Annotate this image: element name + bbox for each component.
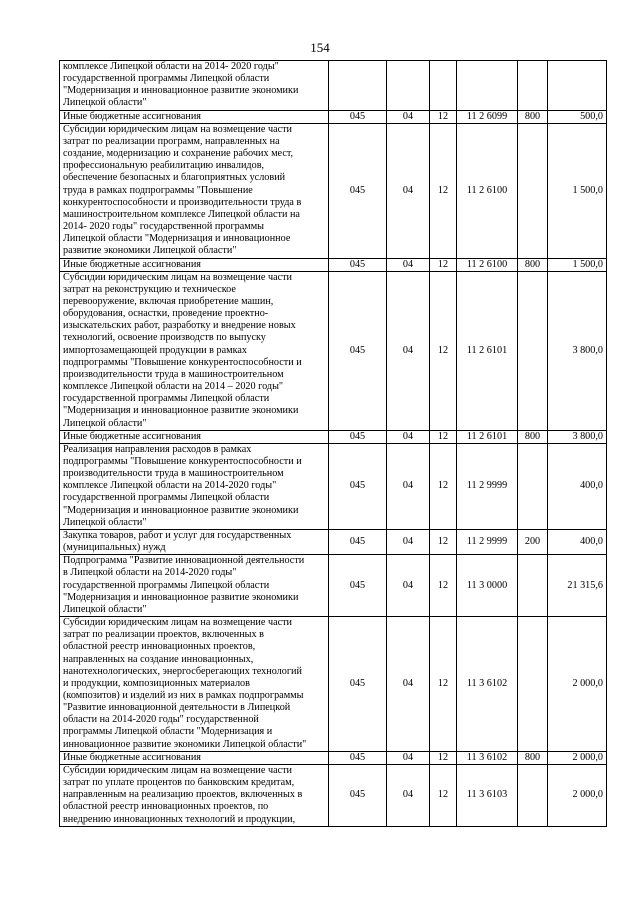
table-row [60, 443, 607, 529]
table-row [60, 430, 607, 443]
item-name-line: области на 2014-2020 годы" государственной [63, 714, 259, 726]
item-name-line: затрат по реализации проектов, включенных в [63, 629, 264, 641]
table-row [60, 617, 607, 752]
amount-cell: 2 000,0 [548, 617, 607, 752]
item-name-line: областной реестр инновационных проектов, по [63, 801, 269, 813]
expense-type-cell: 200 [518, 529, 548, 554]
item-name-line: Реализация направления расходов в рамках [63, 443, 252, 455]
expense-type-cell: 800 [518, 110, 548, 123]
item-name-line: конкурентоспособности и производительности труда в [63, 196, 302, 208]
item-name-line: Липецкой области" [63, 97, 147, 109]
item-name-line: затрат на реконструкцию и техническое [63, 283, 236, 295]
item-name-line: "Развитие инновационной деятельности в Липецкой [63, 702, 291, 714]
expense-type-cell [518, 555, 548, 617]
item-name-line: Иные бюджетные ассигнования [63, 751, 201, 763]
item-name-line: Липецкой области" [63, 603, 147, 615]
item-name-line: государственной программы Липецкой области [63, 73, 270, 85]
section-code-cell [387, 61, 430, 111]
target-article-cell: 11 3 6103 [457, 764, 518, 826]
item-name-cell [60, 430, 329, 443]
section-code-cell: 04 [387, 764, 430, 826]
target-article-cell: 11 2 9999 [457, 529, 518, 554]
item-name-line: Липецкой области "Модернизация и инновационное [63, 233, 291, 245]
section-code-cell: 04 [387, 271, 430, 430]
expense-type-cell: 800 [518, 258, 548, 271]
item-name-line: 2014- 2020 годы" государственной программы [63, 221, 265, 233]
ministry-code-cell: 045 [329, 258, 387, 271]
table-row [60, 61, 607, 111]
item-name-line: "Модернизация и инновационное развитие экономики [63, 85, 299, 97]
amount-cell: 2 000,0 [548, 751, 607, 764]
item-name-line: изыскательских работ, разработку и внедрение новых [63, 320, 296, 332]
subsection-code-cell: 12 [430, 764, 457, 826]
expense-type-cell: 800 [518, 430, 548, 443]
item-name-line: Субсидии юридическим лицам на возмещение части [63, 764, 293, 776]
item-name-line: "Модернизация и инновационное развитие экономики [63, 405, 299, 417]
subsection-code-cell: 12 [430, 110, 457, 123]
target-article-cell: 11 2 6101 [457, 430, 518, 443]
item-name-line: комплексе Липецкой области на 2014-2020 годы" [63, 480, 277, 492]
item-name-line: Субсидии юридическим лицам на возмещение части [63, 617, 293, 629]
expense-type-cell [518, 61, 548, 111]
ministry-code-cell: 045 [329, 751, 387, 764]
item-name-cell [60, 61, 329, 111]
item-name-line: Закупка товаров, работ и услуг для государственных [63, 529, 292, 541]
expense-type-cell [518, 271, 548, 430]
expense-type-cell [518, 764, 548, 826]
item-name-line: машиностроительном комплексе Липецкой области на [63, 208, 300, 220]
item-name-line: Иные бюджетные ассигнования [63, 430, 201, 442]
section-code-cell: 04 [387, 443, 430, 529]
item-name-line: Подпрограмма "Развитие инновационной деятельности [63, 555, 305, 567]
table-row [60, 271, 607, 430]
expense-type-cell [518, 123, 548, 258]
amount-cell: 3 800,0 [548, 430, 607, 443]
item-name-line: "Модернизация и инновационное развитие экономики [63, 504, 299, 516]
target-article-cell: 11 2 6099 [457, 110, 518, 123]
item-name-cell [60, 271, 329, 430]
target-article-cell: 11 2 6100 [457, 123, 518, 258]
item-name-line: внедрению инновационных технологий и продукции, [63, 813, 296, 825]
item-name-line: государственной программы Липецкой области [63, 579, 270, 591]
amount-cell [548, 61, 607, 111]
section-code-cell: 04 [387, 258, 430, 271]
table-row [60, 555, 607, 617]
ministry-code-cell: 045 [329, 110, 387, 123]
target-article-cell [457, 61, 518, 111]
target-article-cell: 11 2 6100 [457, 258, 518, 271]
expense-type-cell [518, 617, 548, 752]
section-code-cell: 04 [387, 751, 430, 764]
item-name-cell [60, 751, 329, 764]
item-name-line: "Модернизация и инновационное развитие экономики [63, 591, 299, 603]
item-name-line: направленным на реализацию проектов, включенных в [63, 789, 303, 801]
target-article-cell: 11 3 6102 [457, 751, 518, 764]
item-name-line: комплексе Липецкой области на 2014- 2020 годы" [63, 61, 279, 72]
section-code-cell: 04 [387, 110, 430, 123]
section-code-cell: 04 [387, 555, 430, 617]
subsection-code-cell [430, 61, 457, 111]
item-name-line: производительности труда в машиностроительном [63, 468, 284, 480]
table-row [60, 110, 607, 123]
item-name-line: Субсидии юридическим лицам на возмещение части [63, 123, 293, 135]
amount-cell: 500,0 [548, 110, 607, 123]
item-name-cell [60, 443, 329, 529]
item-name-line: (композитов) и изделий из них в рамках подпрограммы [63, 689, 304, 701]
amount-cell: 1 500,0 [548, 258, 607, 271]
item-name-line: государственной программы Липецкой области [63, 393, 270, 405]
item-name-line: создание, модернизацию и сохранение рабочих мест, [63, 148, 294, 160]
item-name-cell [60, 258, 329, 271]
amount-cell: 400,0 [548, 529, 607, 554]
subsection-code-cell: 12 [430, 555, 457, 617]
item-name-line: перевооружение, включая приобретение машин, [63, 295, 274, 307]
subsection-code-cell: 12 [430, 123, 457, 258]
amount-cell: 1 500,0 [548, 123, 607, 258]
item-name-cell [60, 529, 329, 554]
subsection-code-cell: 12 [430, 258, 457, 271]
item-name-line: затрат по реализации программ, направленных на [63, 135, 280, 147]
section-code-cell: 04 [387, 617, 430, 752]
ministry-code-cell: 045 [329, 430, 387, 443]
item-name-line: развитие экономики Липецкой области" [63, 245, 237, 257]
table-row [60, 258, 607, 271]
subsection-code-cell: 12 [430, 751, 457, 764]
item-name-line: подпрограммы "Повышение конкурентоспособности и [63, 356, 302, 368]
item-name-line: нанотехнологических, энергосберегающих технологий [63, 665, 302, 677]
item-name-line: Субсидии юридическим лицам на возмещение части [63, 271, 293, 283]
target-article-cell: 11 3 0000 [457, 555, 518, 617]
item-name-line: направленных на создание инновационных, [63, 653, 254, 665]
ministry-code-cell [329, 61, 387, 111]
item-name-line: оборудования, оснастки, проведение проектно- [63, 308, 269, 320]
amount-cell: 2 000,0 [548, 764, 607, 826]
ministry-code-cell: 045 [329, 271, 387, 430]
expense-type-cell: 800 [518, 751, 548, 764]
item-name-cell [60, 764, 329, 826]
item-name-line: инновационное развитие экономики Липецкой области" [63, 738, 307, 750]
item-name-line: труда в рамках подпрограммы "Повышение [63, 184, 253, 196]
target-article-cell: 11 2 9999 [457, 443, 518, 529]
item-name-line: производительности труда в машиностроительном [63, 368, 284, 380]
item-name-line: профессиональную реабилитацию инвалидов, [63, 160, 265, 172]
page-number: 154 [310, 40, 330, 55]
ministry-code-cell: 045 [329, 529, 387, 554]
budget-table [59, 60, 607, 827]
table-row [60, 123, 607, 258]
subsection-code-cell: 12 [430, 529, 457, 554]
item-name-line: Иные бюджетные ассигнования [63, 258, 201, 270]
section-code-cell: 04 [387, 529, 430, 554]
item-name-line: Липецкой области" [63, 516, 147, 528]
subsection-code-cell: 12 [430, 271, 457, 430]
item-name-line: затрат по уплате процентов по банковским кредитам, [63, 777, 295, 789]
item-name-line: и продукции, композиционных материалов [63, 677, 250, 689]
item-name-cell [60, 123, 329, 258]
item-name-line: программы Липецкой области "Модернизация и [63, 726, 273, 738]
expense-type-cell [518, 443, 548, 529]
subsection-code-cell: 12 [430, 443, 457, 529]
item-name-cell [60, 555, 329, 617]
ministry-code-cell: 045 [329, 443, 387, 529]
target-article-cell: 11 2 6101 [457, 271, 518, 430]
amount-cell: 400,0 [548, 443, 607, 529]
ministry-code-cell: 045 [329, 123, 387, 258]
item-name-line: технологий, освоение производств по выпуску [63, 332, 266, 344]
item-name-line: обеспечение безопасных и благоприятных условий [63, 172, 286, 184]
section-code-cell: 04 [387, 430, 430, 443]
item-name-line: Иные бюджетные ассигнования [63, 110, 201, 122]
item-name-line: государственной программы Липецкой области [63, 492, 270, 504]
item-name-line: областной реестр инновационных проектов, [63, 641, 256, 653]
subsection-code-cell: 12 [430, 430, 457, 443]
item-name-line: (муниципальных) нужд [63, 542, 166, 554]
item-name-cell [60, 617, 329, 752]
item-name-cell [60, 110, 329, 123]
item-name-line: импортозамещающей продукции в рамках [63, 344, 247, 356]
target-article-cell: 11 3 6102 [457, 617, 518, 752]
amount-cell: 3 800,0 [548, 271, 607, 430]
amount-cell: 21 315,6 [548, 555, 607, 617]
table-row [60, 764, 607, 826]
ministry-code-cell: 045 [329, 764, 387, 826]
table-row [60, 751, 607, 764]
table-row [60, 529, 607, 554]
section-code-cell: 04 [387, 123, 430, 258]
ministry-code-cell: 045 [329, 555, 387, 617]
budget-table-body [60, 61, 607, 827]
item-name-line: комплексе Липецкой области на 2014 – 2020 годы" [63, 381, 284, 393]
item-name-line: Липецкой области" [63, 417, 147, 429]
item-name-line: подпрограммы "Повышение конкурентоспособности и [63, 456, 302, 467]
ministry-code-cell: 045 [329, 617, 387, 752]
item-name-line: в Липецкой области на 2014-2020 годы" [63, 567, 237, 579]
subsection-code-cell: 12 [430, 617, 457, 752]
